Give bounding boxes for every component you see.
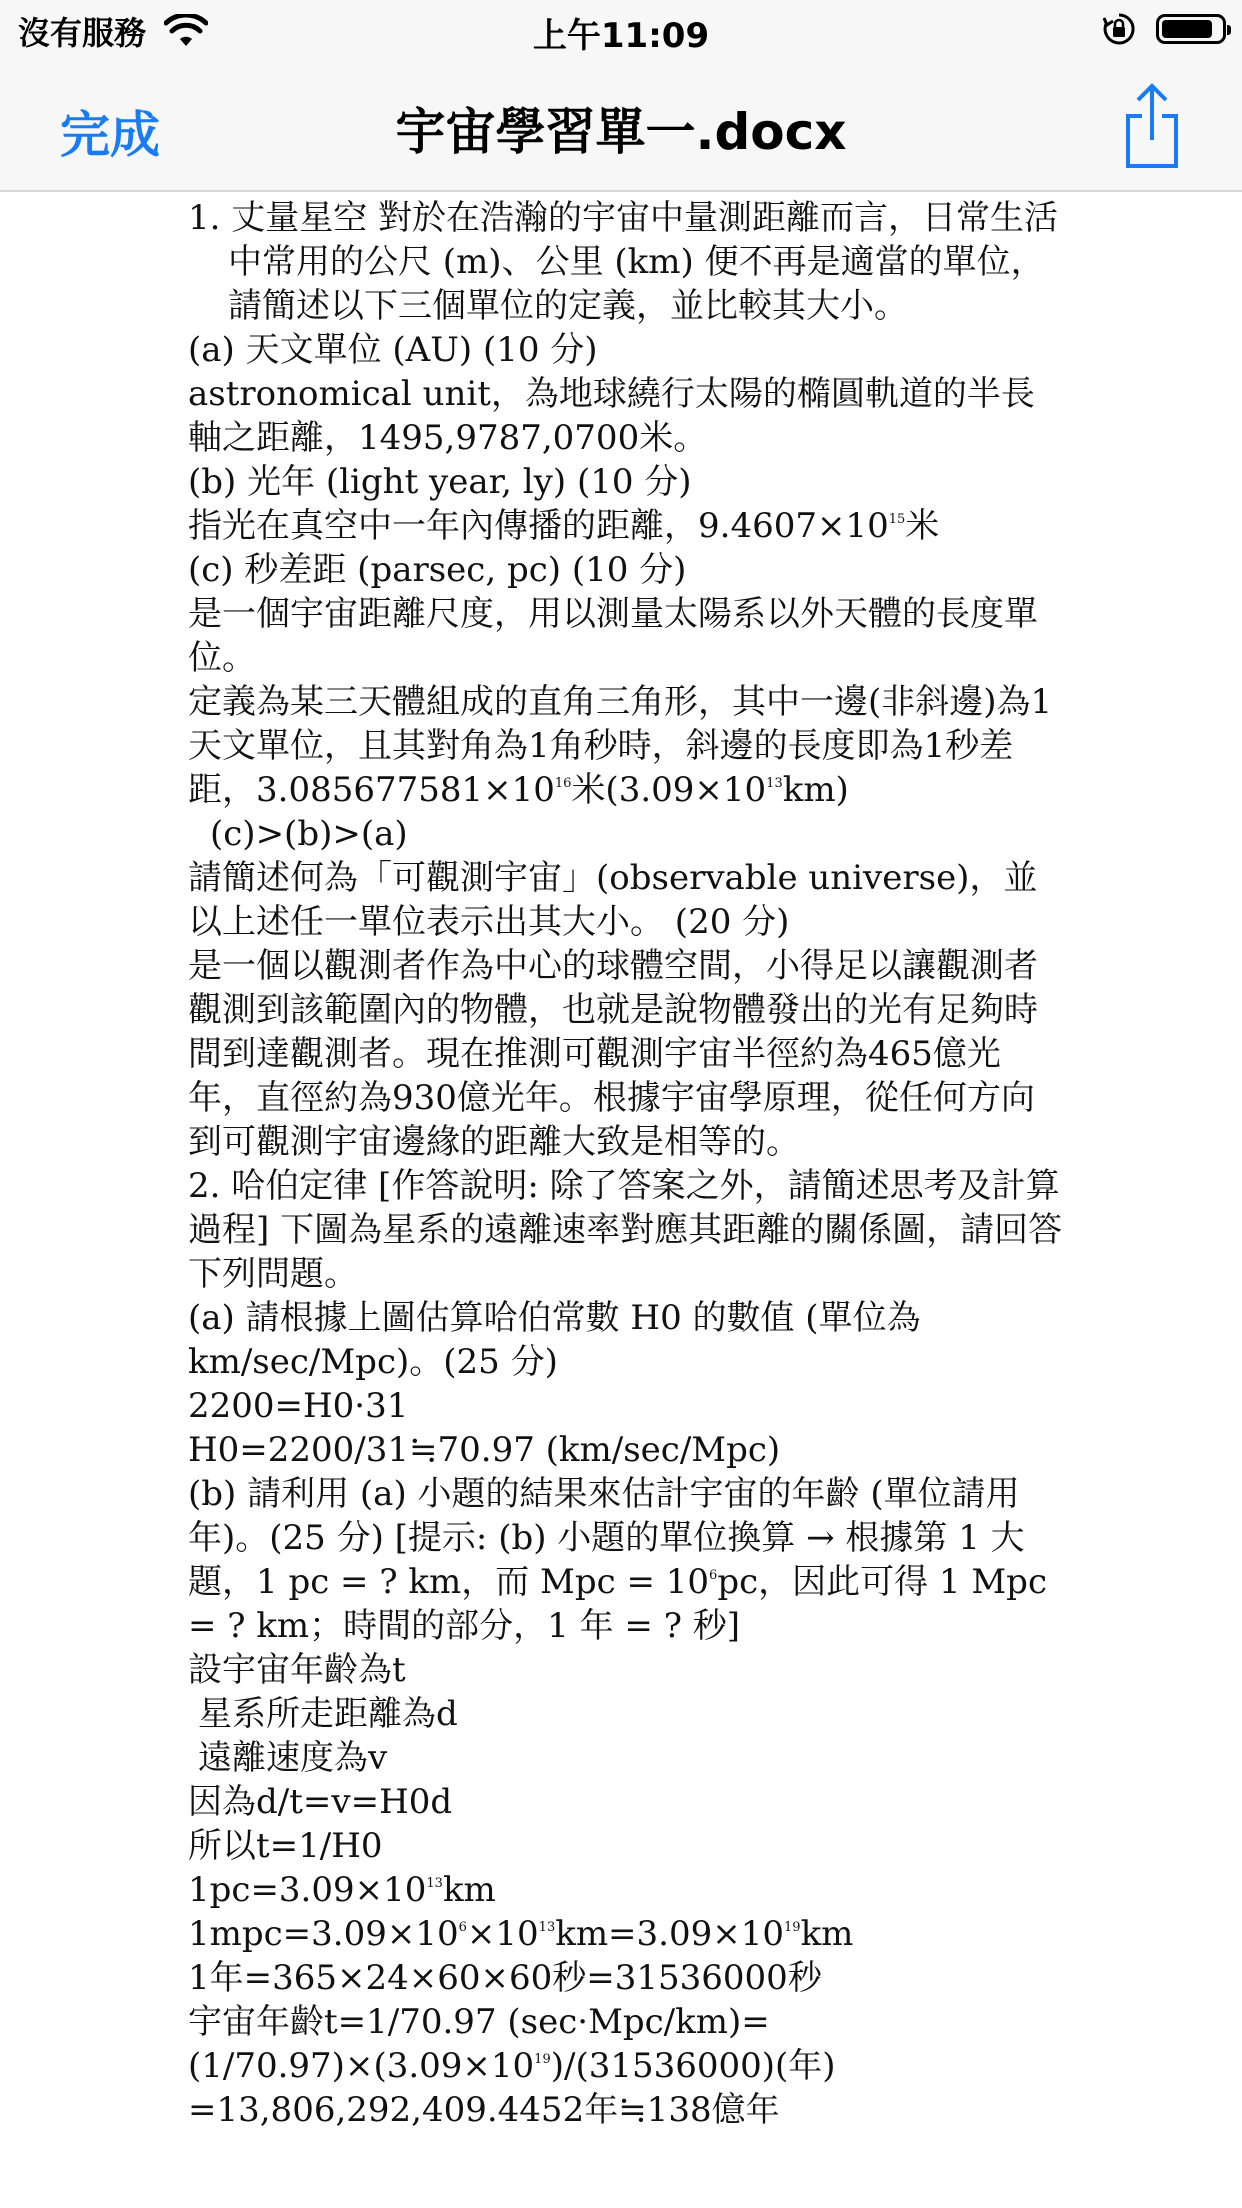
q1a-question: (a) 天文單位 (AU) (10 分) — [188, 330, 598, 370]
answer-line-9: 宇宙年齡t=1/70.97 (sec·Mpc/km)= — [188, 2002, 770, 2042]
status-right — [1102, 12, 1226, 46]
q2a-answer-2: H0=2200/31≒70.97 (km/sec/Mpc) — [188, 1430, 781, 1470]
answer-line-3: 遠離速度為v — [198, 1738, 388, 1778]
document-title: 宇宙學習單一.docx — [395, 103, 847, 161]
answer-line-4: 因為d/t=v=H0d — [188, 1782, 453, 1822]
q2-intro: 2. 哈伯定律 [作答說明: 除了答案之外，請簡述思考及計算過程] 下圖為星系的遠離速率對應其距離的關係圖，請回答下列問題。 — [188, 1166, 1063, 1294]
answer-line-6: $1pc=3.09\times 10^{13}km$ — [188, 1870, 496, 1910]
answer-line-11: =13,806,292,409.4452年≒138億年 — [188, 2090, 780, 2130]
observable-answer: 是一個以觀測者作為中心的球體空間，小得足以讓觀測者觀測到該範圍內的物體，也就是說物體發出的光有足夠時間到達觀測者。現在推測可觀測宇宙半徑約為465億光年，直徑約為930億光年。根據宇宙學原理，從任何方向到可觀測宇宙邊緣的距離大致是相等的。 — [188, 946, 1038, 1162]
rotation-lock-icon — [1102, 12, 1136, 46]
q1b-question: (b) 光年 (light year, ly) (10 分) — [188, 462, 692, 502]
q1-intro: 1. 丈量星空 對於在浩瀚的宇宙中量測距離而言，日常生活中常用的公尺 (m)、公里 (km) 便不再是適當的單位，請簡述以下三個單位的定義，並比較其大小。 — [188, 198, 1059, 326]
q2a-question: (a) 請根據上圖估算哈伯常數 H0 的數值 (單位為 km/sec/Mpc)。(25 分) — [188, 1298, 921, 1382]
q1c-answer-2: 定義為某三天體組成的直角三角形，其中一邊(非斜邊)為1天文單位，且其對角為1角秒時，斜邊的長度即為1秒差距，$3.085677581\times 10^{16}$米$(3.09\times 10^{13}km)$ — [188, 682, 1053, 810]
q1c-question: (c) 秒差距 (parsec, pc) (10 分) — [188, 550, 687, 590]
q1b-answer: 指光在真空中一年內傳播的距離，$9.4607\times 10^{15}$米 — [188, 506, 940, 546]
status-bar — [0, 0, 1242, 62]
q2b-question: (b) 請利用 (a) 小題的結果來估計宇宙的年齡 (單位請用年)。(25 分) [提示: (b) 小題的單位換算 → 根據第 1 大題，1 pc = ? km，而 Mpc = $10^6pc$，因此可得 1 Mpc = ? km；時間的部分，1 年 = ? 秒] — [188, 1474, 1047, 1646]
status-time: 上午11:09 — [532, 16, 710, 56]
document-body — [188, 196, 1068, 2132]
answer-line-5: 所以t=1/H0 — [188, 1826, 383, 1866]
carrier-label: 沒有服務 — [18, 14, 147, 52]
done-button[interactable]: 完成 — [60, 106, 160, 164]
answer-line-2: 星系所走距離為d — [198, 1694, 458, 1734]
observable-question: 請簡述何為「可觀測宇宙」(observable universe)，並以上述任一單位表示出其大小。 (20 分) — [188, 858, 1038, 942]
q2a-answer-1: 2200=H0·31 — [188, 1386, 409, 1426]
answer-line-1: 設宇宙年齡為t — [188, 1650, 406, 1690]
battery-icon — [1156, 14, 1226, 44]
answer-line-10: $(1/70.97)\times(3.09\times 10^{19})/(31536000)$(年) — [188, 2046, 836, 2086]
q1c-answer-1: 是一個宇宙距離尺度，用以測量太陽系以外天體的長度單位。 — [188, 594, 1038, 678]
answer-line-7: $1mpc=3.09\times 10^6\times 10^{13}km=3.09\times 10^{19}km$ — [188, 1914, 854, 1954]
battery-fill — [1162, 20, 1212, 38]
nav-bar — [0, 62, 1242, 192]
answer-line-8: 1年=365×24×60×60秒=31536000秒 — [188, 1958, 822, 1998]
share-icon[interactable] — [1120, 82, 1184, 170]
comparison-answer: (c)>(b)>(a) — [210, 814, 408, 854]
q1a-answer: astronomical unit，為地球繞行太陽的橢圓軌道的半長軸之距離，1495,9787,0700米。 — [188, 374, 1035, 458]
